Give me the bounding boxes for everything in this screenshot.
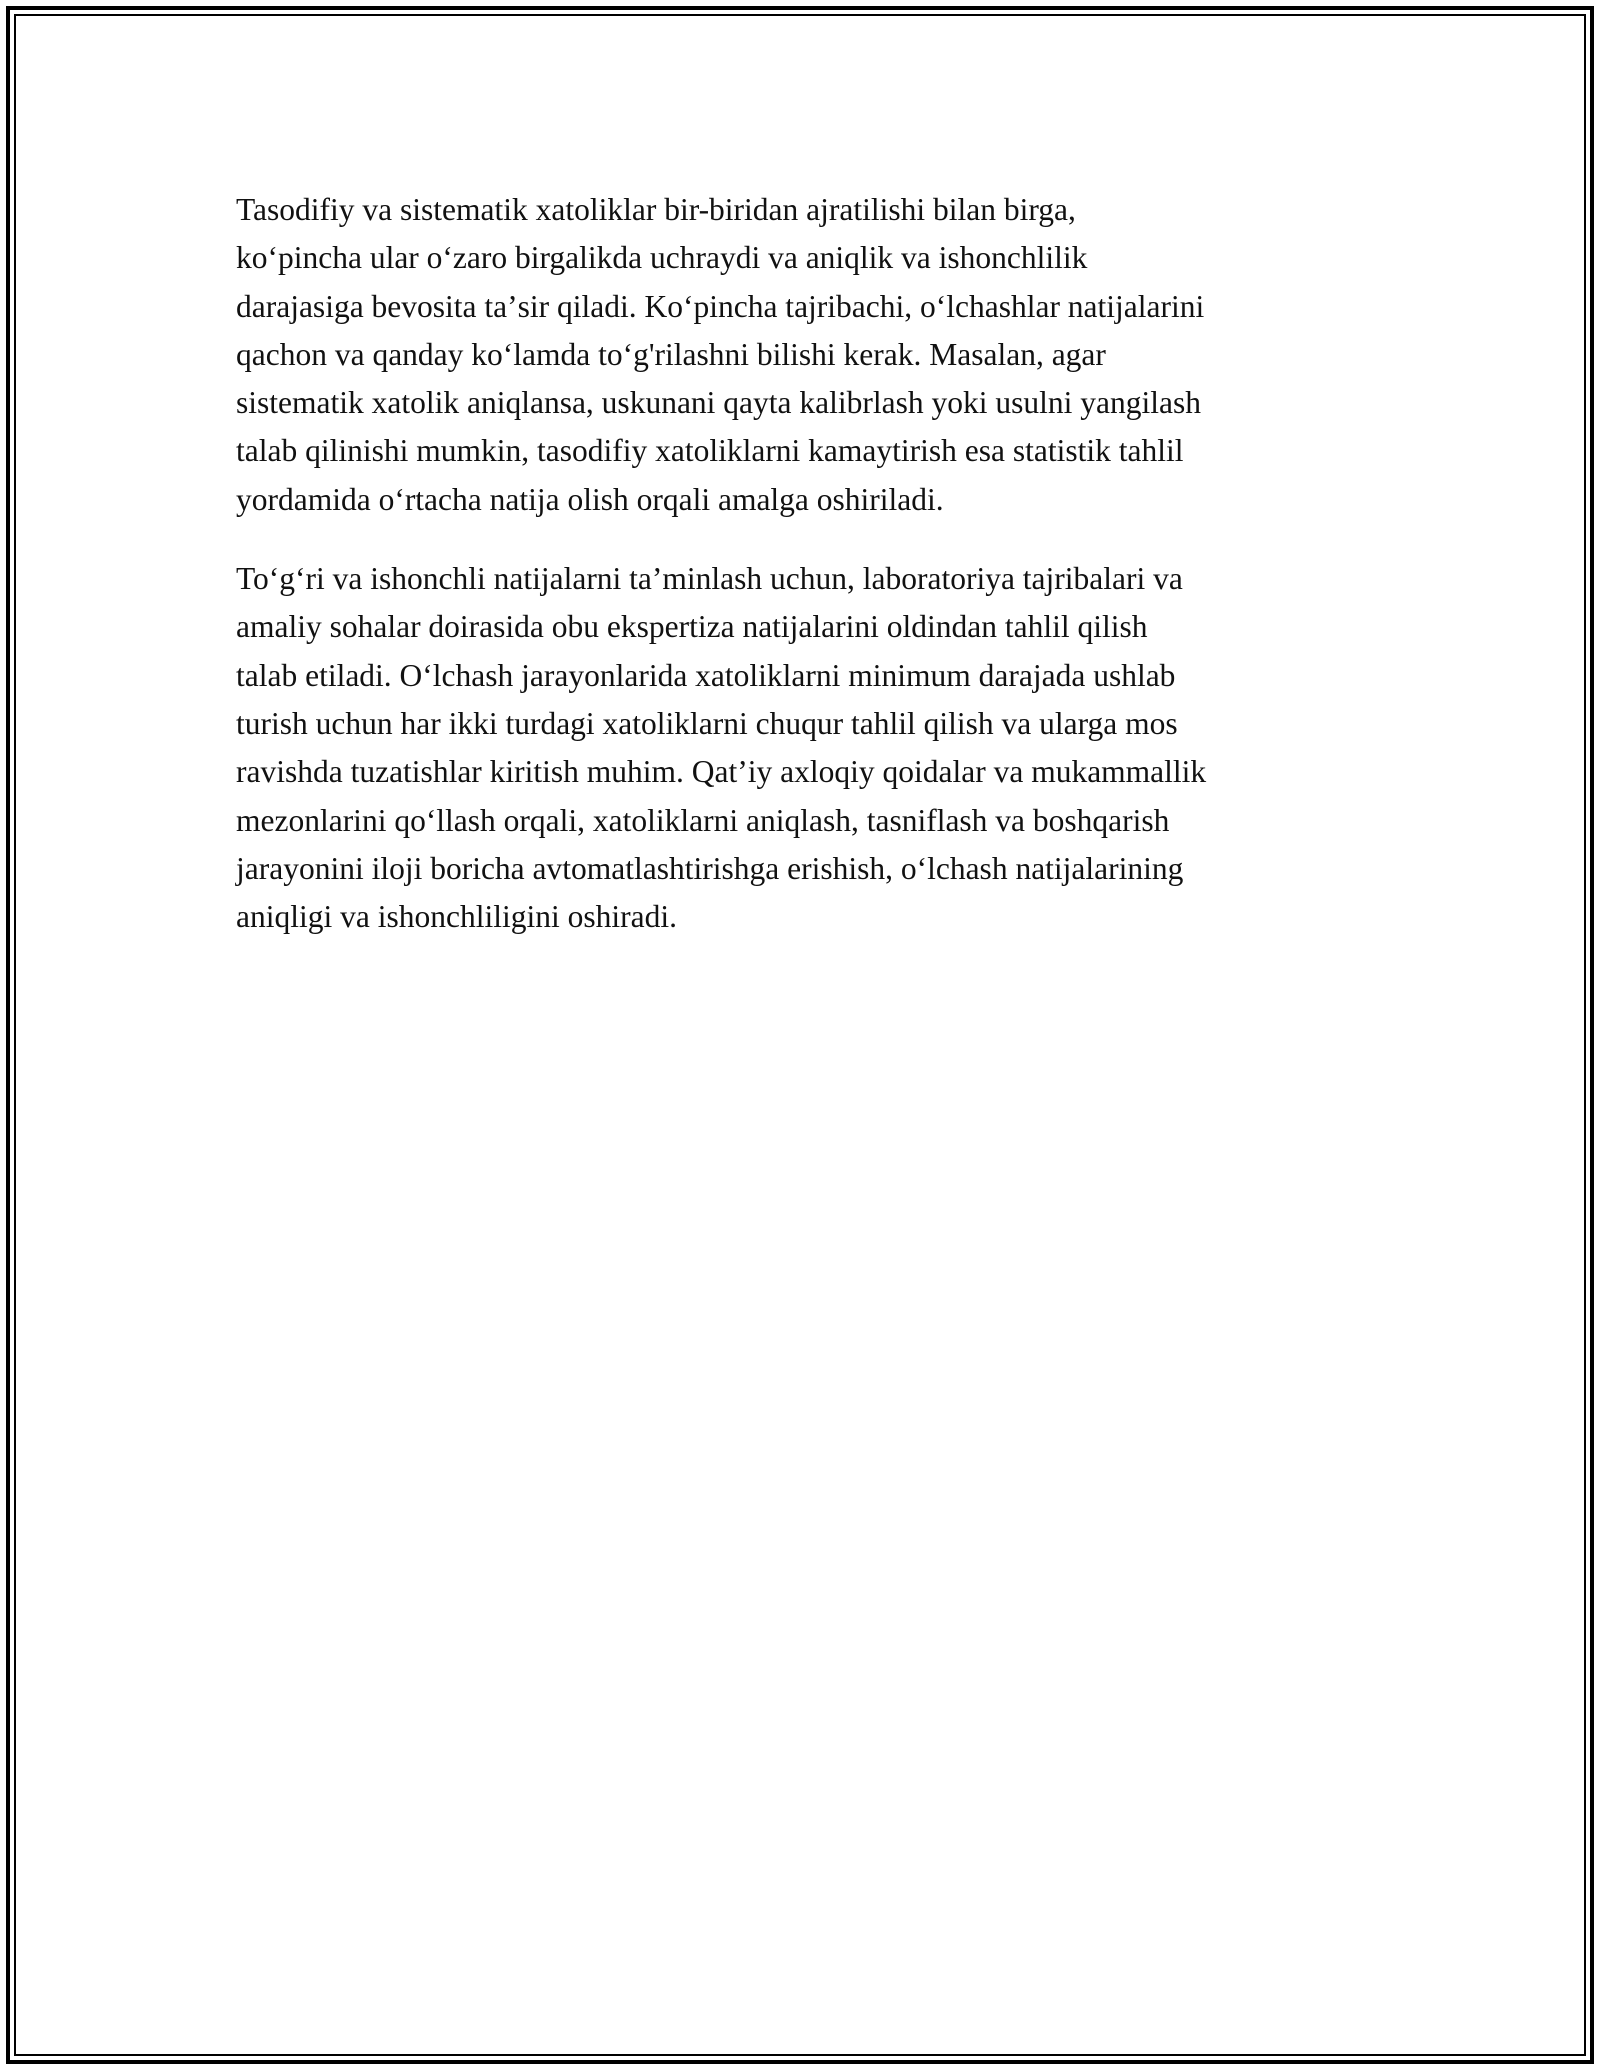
text-line: turish uchun har ikki turdagi xatoliklarni chuqur tahlil qilish va ularga mos xyxy=(236,705,1178,741)
text-line: Tasodifiy va sistematik xatoliklar bir-biridan ajratilishi bilan birga, xyxy=(236,192,1076,227)
text-line: amaliy sohalar doirasida obu ekspertiza natijalarini oldindan tahlil qilish xyxy=(236,609,1148,645)
text-line: talab etiladi. Oʻlchash jarayonlarida xatoliklarni minimum darajada ushlab xyxy=(236,657,1176,693)
text-line: Toʻgʻri va ishonchli natijalarni taʼminlash uchun, laboratoriya tajribalari va xyxy=(236,561,1183,597)
text-line: sistematik xatolik aniqlansa, uskunani qayta kalibrlash yoki usulni yangilash xyxy=(236,385,1201,421)
text-line: jarayonini iloji boricha avtomatlashtirishga erishish, oʻlchash natijalarining xyxy=(236,850,1184,886)
text-line: mezonlarini qoʻllash orqali, xatoliklarni aniqlash, tasniflash va boshqarish xyxy=(236,802,1170,838)
text-line: yordamida oʻrtacha natija olish orqali amalga oshiriladi. xyxy=(236,481,944,517)
paragraph-1 xyxy=(236,186,1396,524)
text-line: talab qilinishi mumkin, tasodifiy xatoliklarni kamaytirish esa statistik tahlil xyxy=(236,433,1184,469)
text-line: darajasiga bevosita taʼsir qiladi. Koʻpincha tajribachi, oʻlchashlar natijalarini xyxy=(236,288,1205,324)
paragraph-2 xyxy=(236,555,1396,941)
text-line: aniqligi va ishonchliligini oshiradi. xyxy=(236,899,677,935)
text-line: qachon va qanday koʻlamda toʻg'rilashni bilishi kerak. Masalan, agar xyxy=(236,336,1106,372)
text-line: koʻpincha ular oʻzaro birgalikda uchraydi va aniqlik va ishonchlilik xyxy=(236,240,1088,276)
text-line: ravishda tuzatishlar kiritish muhim. Qatʼiy axloqiy qoidalar va mukammallik xyxy=(236,754,1207,790)
document-body xyxy=(236,186,1396,972)
